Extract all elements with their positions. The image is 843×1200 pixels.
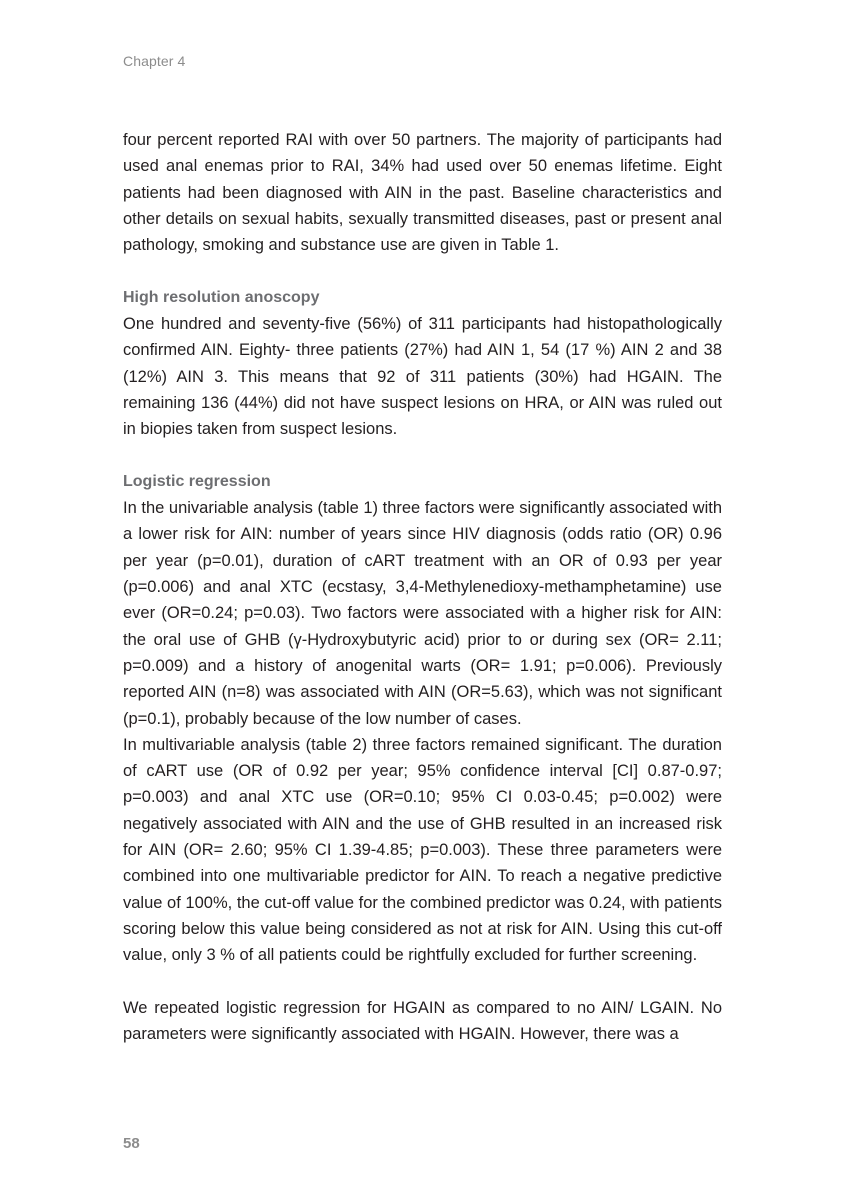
paragraph-hgain: We repeated logistic regression for HGAIN as compared to no AIN/ LGAIN. No parameters were significantly associated with HGAIN. However, there was a xyxy=(123,998,722,1044)
section-heading-logistic-regression: Logistic regression xyxy=(123,472,271,490)
paragraph-gap xyxy=(123,258,722,284)
paragraph-gap xyxy=(123,443,722,469)
paragraph-univariable: In the univariable analysis (table 1) three factors were significantly associated with a lower risk for AIN: number of years since HIV diagnosis (odds ratio (OR) 0.96 per year (p=0.01), duration of cART treatment with an OR of 0.93 per year (p=0.006) and anal XTC (ecstasy, 3,4-Methylenedioxy-methamphetamine) use ever (OR=0.24; p=0.03). Two factors were associated with a higher risk for AIN: the oral use of GHB (γ-Hydroxybutyric acid) prior to or during sex (OR= 2.11; p=0.009) and a history of anogenital warts (OR= 1.91; p=0.006). Previously reported AIN (n=8) was associated with AIN (OR=5.63), which was not significant (p=0.1), probably because of the low number of cases. xyxy=(123,499,722,728)
paragraph-multivariable: In multivariable analysis (table 2) three factors remained significant. The duration of cART use (OR of 0.92 per year; 95% confidence interval [CI] 0.87-0.97; p=0.003) and anal XTC use (OR=0.10; 95% CI 0.03-0.45; p=0.002) were negatively associated with AIN and the use of GHB resulted in an increased risk for AIN (OR= 2.60; 95% CI 1.39-4.85; p=0.003). These three parameters were combined into one multivariable predictor for AIN. To reach a negative predictive value of 100%, the cut-off value for the combined predictor was 0.24, with patients scoring below this value being considered as not at risk for AIN. Using this cut-off value, only 3 % of all patients could be rightfully excluded for further screening. xyxy=(123,735,722,965)
paragraph-intro: four percent reported RAI with over 50 partners. The majority of participants had used anal enemas prior to RAI, 34% had used over 50 enemas lifetime. Eight patients had been diagnosed with AIN in the past. Baseline characteristics and other details on sexual habits, sexually transmitted diseases, past or present anal pathology, smoking and substance use are given in Table 1. xyxy=(123,131,722,255)
paragraph-gap xyxy=(123,969,722,995)
page-number: 58 xyxy=(123,1135,140,1152)
page-body xyxy=(123,127,722,1047)
section-heading-hra: High resolution anoscopy xyxy=(123,288,320,306)
paragraph-hra: One hundred and seventy-five (56%) of 311 participants had histopathologically confirmed AIN. Eighty- three patients (27%) had AIN 1, 54 (17 %) AIN 2 and 38 (12%) AIN 3. This means that 92 of 311 patients (30%) had HGAIN. The remaining 136 (44%) did not have suspect lesions on HRA, or AIN was ruled out in biopies taken from suspect lesions. xyxy=(123,315,722,439)
running-head: Chapter 4 xyxy=(123,53,186,69)
